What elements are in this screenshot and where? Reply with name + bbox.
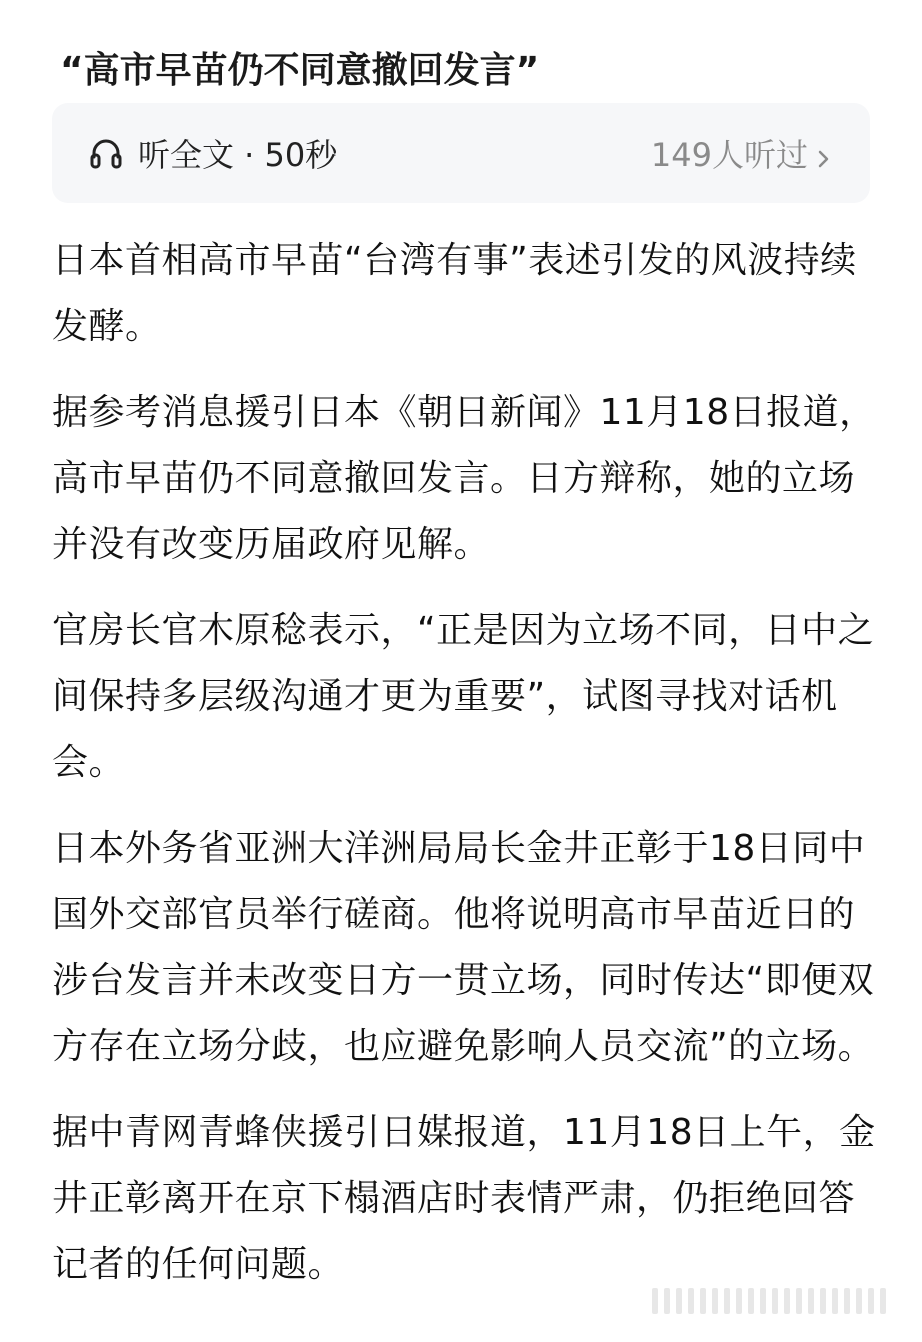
article-title: “高市早苗仍不同意撤回发言” xyxy=(60,50,540,92)
paragraph-2: 据参考消息援引日本《朝日新闻》11月18日报道，高市早苗仍不同意撤回发言。日方辩称，她的立场并没有改变历届政府见解。 xyxy=(52,392,876,565)
chevron-right-icon xyxy=(814,141,834,165)
headphone-icon xyxy=(88,135,124,171)
watermark xyxy=(652,1288,886,1314)
paragraph-4: 日本外务省亚洲大洋洲局局长金井正彰于18日同中国外交部官员举行磋商。他将说明高市早苗近日的涉台发言并未改变日方一贯立场，同时传达“即便双方存在立场分歧，也应避免影响人员交流”的立场。 xyxy=(52,828,875,1067)
listen-label: 听全文 · 50秒 xyxy=(138,136,338,174)
paragraph-1: 日本首相高市早苗“台湾有事”表述引发的风波持续发酵。 xyxy=(52,240,857,347)
listeners-count-link[interactable] xyxy=(651,103,834,203)
listen-left-group xyxy=(88,103,337,203)
paragraph-5: 据中青网青蜂侠援引日媒报道，11月18日上午，金井正彰离开在京下榻酒店时表情严肃，仍拒绝回答记者的任何问题。 xyxy=(52,1112,876,1285)
article-body xyxy=(52,228,876,1318)
paragraph-3: 官房长官木原稔表示，“正是因为立场不同，日中之间保持多层级沟通才更为重要”，试图寻找对话机会。 xyxy=(52,610,875,783)
listen-full-text-bar[interactable] xyxy=(52,103,870,203)
listeners-count: 149人听过 xyxy=(650,136,808,174)
